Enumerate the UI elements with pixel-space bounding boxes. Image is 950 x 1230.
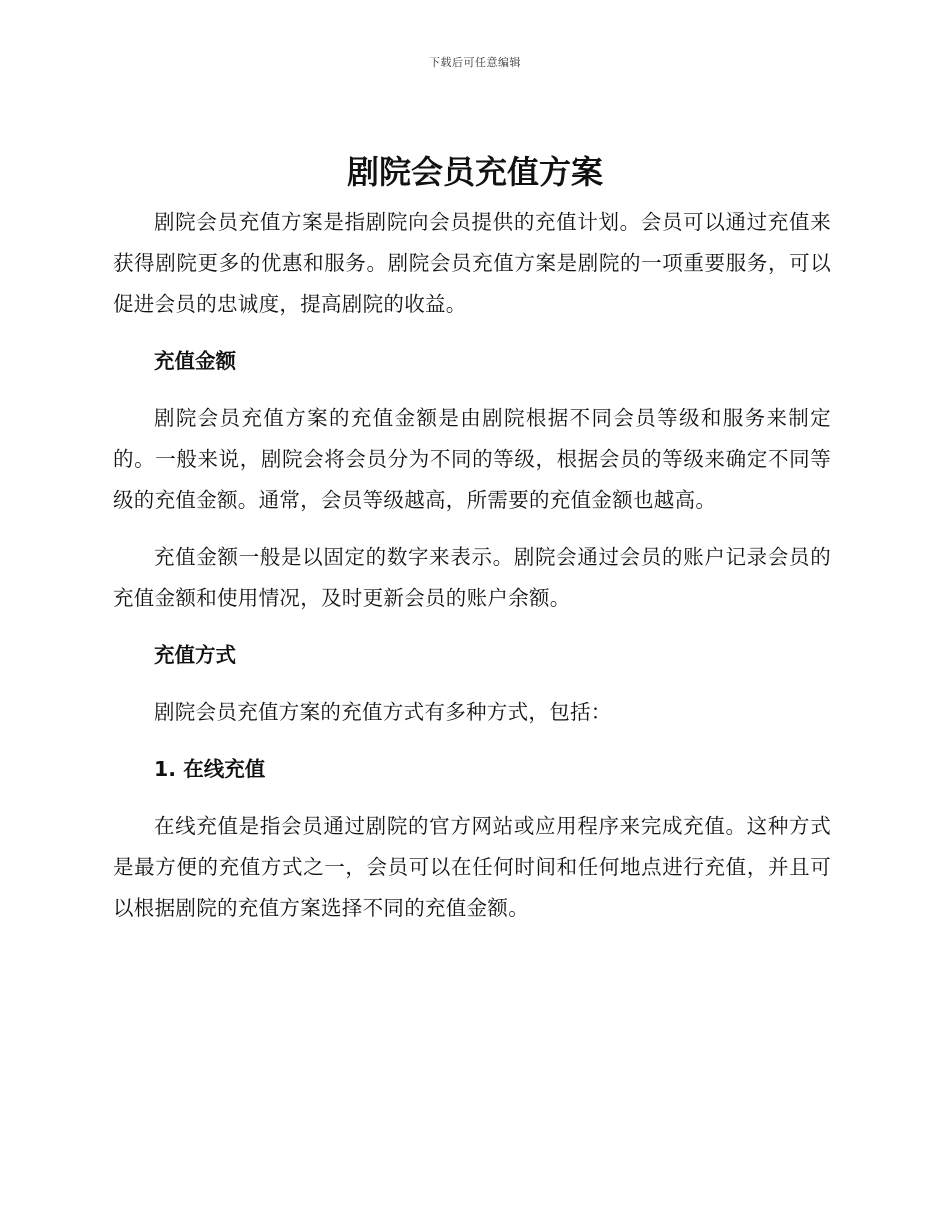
method-paragraph: 剧院会员充值方案的充值方式有多种方式，包括： bbox=[154, 700, 612, 724]
header-note: 下载后可任意编辑 bbox=[429, 56, 521, 69]
amount-paragraph-1: 剧院会员充值方案的充值金额是由剧院根据不同会员等级和服务来制定的。一般来说，剧院会将会员分为不同的等级，根据会员的等级来确定不同等级的充值金额。通常，会员等级越高，所需要的充值金额也越高。 bbox=[113, 406, 831, 512]
document-body bbox=[113, 202, 831, 929]
page-title: 剧院会员充值方案 bbox=[346, 153, 603, 191]
subheading-online: 1. 在线充值 bbox=[154, 757, 266, 781]
intro-paragraph: 剧院会员充值方案是指剧院向会员提供的充值计划。会员可以通过充值来获得剧院更多的优惠和服务。剧院会员充值方案是剧院的一项重要服务，可以促进会员的忠诚度，提高剧院的收益。 bbox=[113, 210, 831, 316]
section-heading-amount: 充值金额 bbox=[154, 349, 236, 373]
online-paragraph: 在线充值是指会员通过剧院的官方网站或应用程序来完成充值。这种方式是最方便的充值方式之一，会员可以在任何时间和任何地点进行充值，并且可以根据剧院的充值方案选择不同的充值金额。 bbox=[113, 814, 831, 920]
section-heading-method: 充值方式 bbox=[154, 643, 236, 667]
amount-paragraph-2: 充值金额一般是以固定的数字来表示。剧院会通过会员的账户记录会员的充值金额和使用情况，及时更新会员的账户余额。 bbox=[113, 545, 831, 610]
